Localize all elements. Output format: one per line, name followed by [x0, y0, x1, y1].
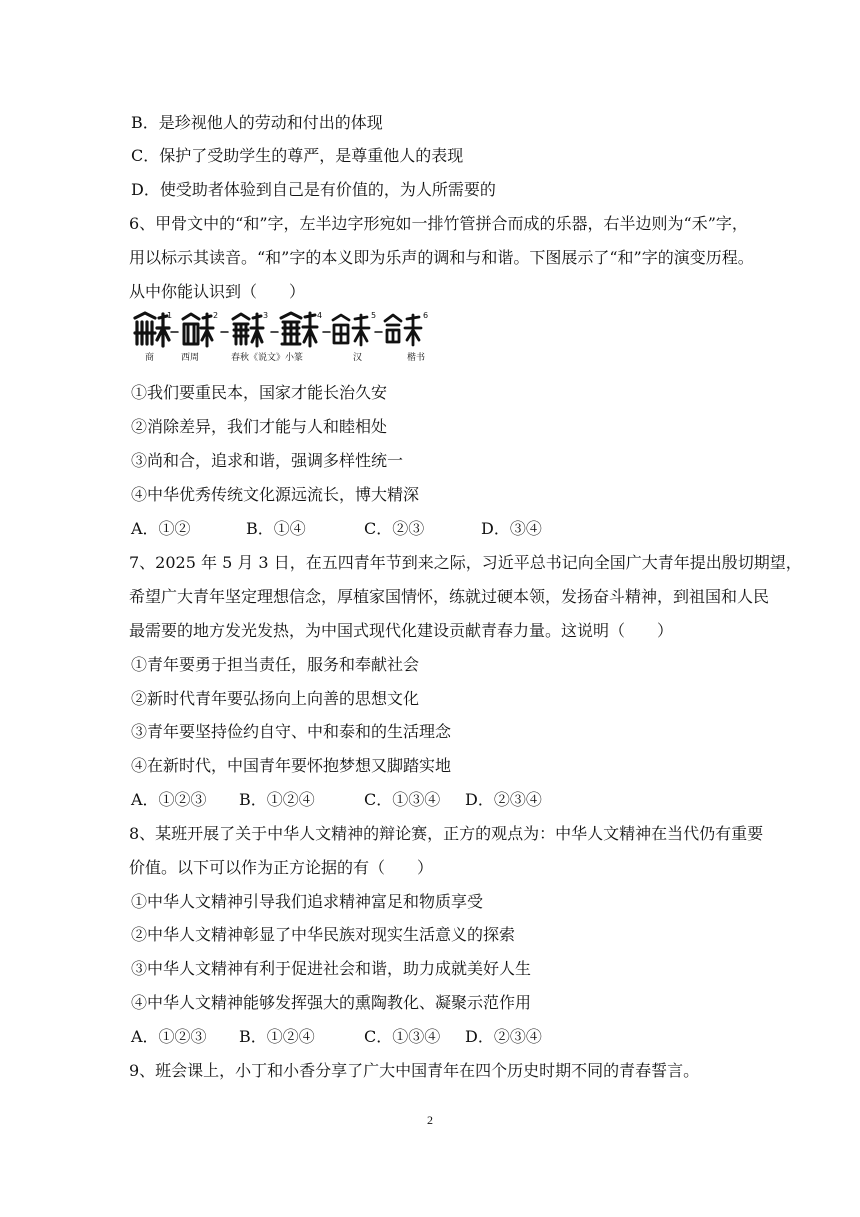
q8-stem-line-2: 价值。以下可以作为正方论据的有（ ） — [129, 858, 434, 877]
glyph-han — [333, 315, 369, 345]
glyph-shang — [135, 313, 169, 346]
glyph-small-seal — [281, 313, 317, 346]
q8-choice-a: A．①②③ — [131, 1027, 207, 1046]
glyph-number-2: 2 — [213, 311, 219, 320]
q7-choice-a: A．①②③ — [131, 790, 207, 809]
q6-stem-line-2: 用以标示其读音。“和”字的本义即为乐声的调和与和谐。下图展示了“和”字的演变历程。 — [129, 248, 754, 267]
page-number: 2 — [427, 1113, 433, 1127]
q7-stem-line-3: 最需要的地方发光发热，为中国式现代化建设贡献青春力量。这说明（ ） — [129, 621, 674, 640]
q7-stem-line-1: 7、2025 年 5 月 3 日，在五四青年节到来之际，习近平总书记向全国广大青年提出殷切期望， — [129, 553, 802, 572]
q5-option-c: C．保护了受助学生的尊严，是尊重他人的表现 — [131, 146, 464, 165]
caption-han: 汉 — [353, 353, 363, 363]
glyph-number-3: 3 — [263, 311, 269, 320]
q8-statement-2: ②中华人文精神彰显了中华民族对现实生活意义的探索 — [131, 925, 516, 944]
q6-stem-line-1: 6、甲骨文中的“和”字，左半边字形宛如一排竹管拼合而成的乐器，右半边则为“禾”字， — [129, 214, 748, 233]
q6-statement-1: ①我们要重民本，国家才能长治久安 — [131, 383, 388, 402]
caption-spring-autumn: 春秋《说文》小篆 — [231, 353, 304, 363]
q7-stem-line-2: 希望广大青年坚定理想信念，厚植家国情怀，练就过硬本领，发扬奋斗精神，到祖国和人民 — [129, 587, 770, 606]
q7-statement-2: ②新时代青年要弘扬向上向善的思想文化 — [131, 689, 420, 708]
caption-regular-script: 楷书 — [407, 353, 426, 363]
q8-stem-line-1: 8、某班开展了关于中华人文精神的辩论赛，正方的观点为：中华人文精神在当代仍有重要 — [129, 824, 764, 843]
glyph-number-1: 1 — [167, 311, 173, 320]
q6-statement-4: ④中华优秀传统文化源远流长，博大精深 — [131, 485, 420, 504]
q8-choice-b: B．①②④ — [239, 1027, 315, 1046]
q7-choice-d: D．②③④ — [465, 790, 542, 809]
caption-western-zhou: 西周 — [181, 353, 200, 363]
glyph-western-zhou — [183, 314, 213, 346]
q6-stem-line-3: 从中你能认识到（ ） — [129, 282, 306, 301]
he-character-evolution-figure — [131, 310, 451, 366]
q7-choice-b: B．①②④ — [239, 790, 315, 809]
q5-option-d: D．使受助者体验到自己是有价值的，为人所需要的 — [131, 180, 496, 199]
he-glyphs-image — [131, 310, 451, 354]
glyph-spring-autumn — [233, 314, 263, 346]
q8-statement-4: ④中华人文精神能够发挥强大的熏陶教化、凝聚示范作用 — [131, 993, 532, 1012]
q5-option-b: B．是珍视他人的劳动和付出的体现 — [131, 113, 383, 132]
glyph-number-6: 6 — [423, 311, 429, 320]
q6-statement-2: ②消除差异，我们才能与人和睦相处 — [131, 417, 388, 436]
q7-choice-c: C．①③④ — [364, 790, 441, 809]
q8-statement-1: ①中华人文精神引导我们追求精神富足和物质享受 — [131, 892, 484, 911]
q8-choice-d: D．②③④ — [465, 1027, 542, 1046]
glyph-number-4: 4 — [317, 311, 323, 320]
glyph-regular-script — [385, 315, 421, 345]
q6-statement-3: ③尚和合，追求和谐，强调多样性统一 — [131, 451, 404, 470]
glyph-number-5: 5 — [371, 311, 377, 320]
q8-choice-c: C．①③④ — [364, 1027, 441, 1046]
q8-statement-3: ③中华人文精神有利于促进社会和谐，助力成就美好人生 — [131, 959, 532, 978]
q6-choice-b: B．①④ — [246, 519, 306, 538]
q6-choice-d: D．③④ — [481, 519, 542, 538]
q7-statement-1: ①青年要勇于担当责任，服务和奉献社会 — [131, 655, 420, 674]
q6-choice-a: A．①② — [131, 519, 191, 538]
q6-choice-c: C．②③ — [364, 519, 425, 538]
caption-shang: 商 — [145, 353, 155, 363]
q9-stem-line-1: 9、班会课上，小丁和小香分享了广大中国青年在四个历史时期不同的青春誓言。 — [129, 1061, 700, 1080]
q7-statement-3: ③青年要坚持俭约自守、中和泰和的生活理念 — [131, 722, 452, 741]
q7-statement-4: ④在新时代，中国青年要怀抱梦想又脚踏实地 — [131, 756, 452, 775]
